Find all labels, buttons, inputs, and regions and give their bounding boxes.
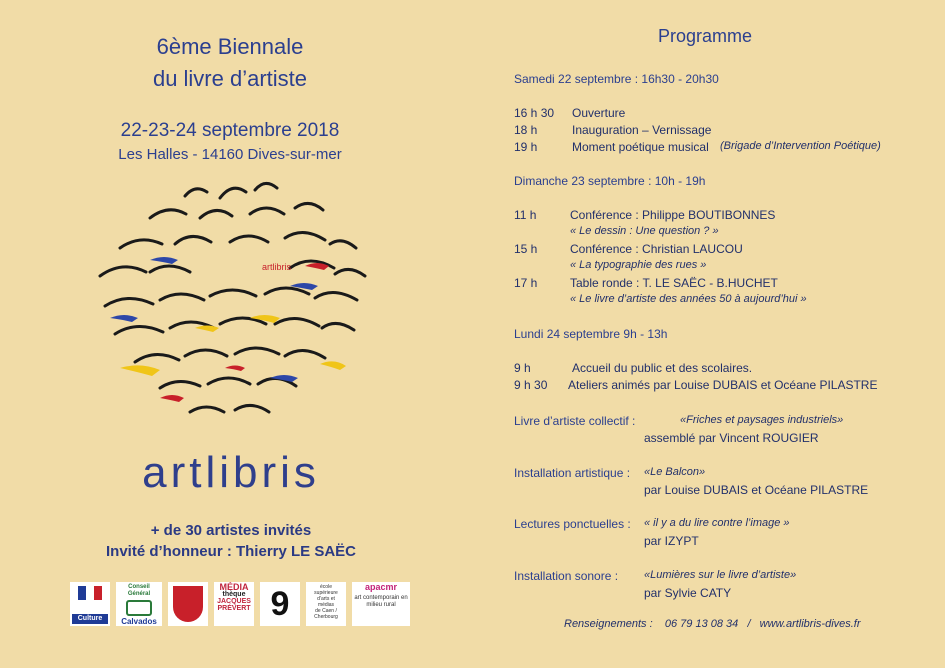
sat-item-3: Moment poétique musical xyxy=(572,140,709,154)
sun-item-2: Conférence : Christian LAUCOU xyxy=(570,242,743,256)
sat-time-3: 19 h xyxy=(514,140,538,154)
lectures-label: Lectures ponctuelles : xyxy=(514,517,631,531)
install-by: par Louise DUBAIS et Océane PILASTRE xyxy=(644,483,869,497)
sun-time-3: 17 h xyxy=(514,276,538,290)
mon-time-1: 9 h xyxy=(514,361,531,375)
sat-item-1: Ouverture xyxy=(572,106,626,120)
event-place: Les Halles - 14160 Dives-sur-mer xyxy=(118,146,342,163)
sun-item-2-sub: « La typographie des rues » xyxy=(570,259,707,271)
guest-of-honor: Invité d’honneur : Thierry LE SAËC xyxy=(105,543,357,560)
sonore-by: par Sylvie CATY xyxy=(644,586,732,600)
collectif-label: Livre d’artiste collectif : xyxy=(514,414,636,428)
mon-item-1: Accueil du public et des scolaires. xyxy=(572,361,753,375)
sonore-title: «Lumières sur le livre d’artiste» xyxy=(644,569,797,581)
install-title: «Le Balcon» xyxy=(644,466,706,478)
ecole-logo-icon: école supérieure d’arts et médias de Caen / Cherbourg xyxy=(306,582,346,626)
mon-time-2: 9 h 30 xyxy=(514,378,548,392)
sat-time-2: 18 h xyxy=(514,123,538,137)
apacmr-logo-icon: apacmr art contemporain en milieu rural xyxy=(352,582,410,626)
sonore-label: Installation sonore : xyxy=(514,569,619,583)
sat-item-3-note: (Brigade d’Intervention Poétique) xyxy=(720,140,881,152)
sun-item-3-sub: « Le livre d’artiste des années 50 à aujourd’hui » xyxy=(570,293,807,305)
mon-item-2: Ateliers animés par Louise DUBAIS et Océane PILASTRE xyxy=(568,378,878,392)
poster-left-panel xyxy=(0,0,470,668)
calvados-logo-icon: Conseil Général Calvados xyxy=(116,582,162,626)
collectif-title: «Friches et paysages industriels» xyxy=(680,414,844,426)
birds-emblem-icon xyxy=(90,168,380,433)
mediatheque-logo-icon: MÉDIA thèque JACQUES PRÉVERT xyxy=(214,582,254,626)
sun-item-1: Conférence : Philippe BOUTIBONNES xyxy=(570,208,776,222)
contact-footer: Renseignements : 06 79 13 08 34 / www.artlibris-dives.fr xyxy=(564,618,861,630)
biennale-title: 6ème Biennale xyxy=(156,34,304,59)
sat-item-2: Inauguration – Vernissage xyxy=(572,123,712,137)
sun-item-3: Table ronde : T. LE SAËC - B.HUCHET xyxy=(570,276,778,290)
biennale-subtitle: du livre d’artiste xyxy=(152,66,308,91)
saturday-heading: Samedi 22 septembre : 16h30 - 20h30 xyxy=(514,72,719,86)
programme-title: Programme xyxy=(657,26,753,46)
event-dates: 22-23-24 septembre 2018 xyxy=(120,120,340,141)
emblem-word: artlibris xyxy=(262,262,292,272)
lectures-title: « il y a du lire contre l’image » xyxy=(644,517,790,529)
sun-item-1-sub: « Le dessin : Une question ? » xyxy=(570,225,719,237)
lectures-by: par IZYPT xyxy=(644,534,699,548)
sun-time-1: 11 h xyxy=(514,208,537,222)
sun-time-2: 15 h xyxy=(514,242,538,256)
school-logo-icon: 9 xyxy=(260,582,300,626)
collectif-by: assemblé par Vincent ROUGIER xyxy=(644,431,819,445)
culture-logo-icon: Culture xyxy=(70,582,110,626)
invited-artists: + de 30 artistes invités xyxy=(150,522,312,539)
monday-heading: Lundi 24 septembre 9h - 13h xyxy=(514,327,668,341)
sunday-heading: Dimanche 23 septembre : 10h - 19h xyxy=(514,174,706,188)
programme-panel xyxy=(470,0,945,668)
artlibris-wordmark: artlibris xyxy=(142,448,320,497)
sat-time-1: 16 h 30 xyxy=(514,106,555,120)
partner-logos xyxy=(70,582,410,626)
city-shield-icon xyxy=(168,582,208,626)
install-label: Installation artistique : xyxy=(514,466,631,480)
